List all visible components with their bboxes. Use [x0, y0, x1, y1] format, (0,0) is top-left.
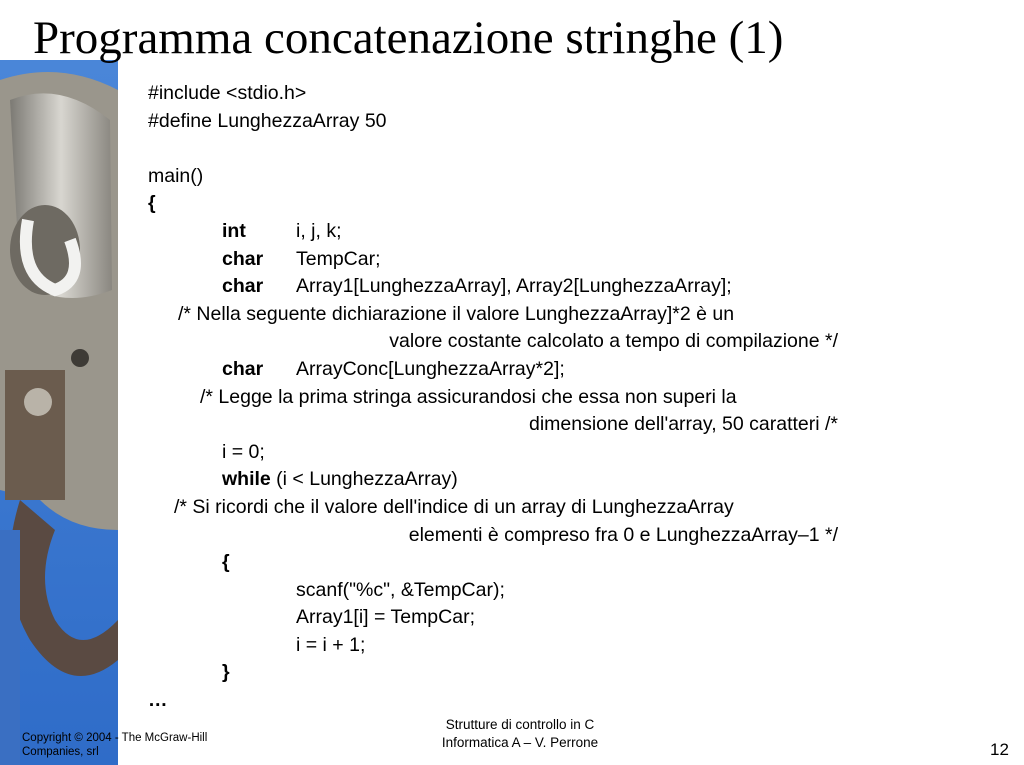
code-text: (i < LunghezzaArray) [270, 468, 458, 491]
open-brace: { [222, 551, 230, 574]
code-line: i = 0; [222, 440, 265, 463]
code-line [148, 218, 838, 246]
page-number: 12 [990, 740, 1009, 759]
code-blank-line [148, 135, 838, 163]
keyword: char [222, 275, 264, 298]
code-comment: /* Si ricordi che il valore dell'indice di un array di LunghezzaArray [174, 495, 734, 518]
code-line [148, 273, 838, 301]
code-line [148, 549, 838, 577]
code-line: i = i + 1; [296, 633, 366, 656]
code-line: main() [148, 164, 204, 187]
code-text: ArrayConc[LunghezzaArray*2]; [296, 357, 565, 380]
code-comment: elementi è compreso fra 0 e LunghezzaArray–1 */ [408, 523, 838, 546]
crane-hook-illustration [0, 60, 118, 765]
close-brace: } [222, 661, 230, 684]
code-comment: dimensione dell'array, 50 caratteri /* [528, 413, 838, 436]
ellipsis: … [148, 689, 168, 712]
code-line [148, 466, 838, 494]
code-line [148, 659, 838, 687]
code-text: TempCar; [296, 247, 381, 270]
keyword: int [222, 219, 246, 242]
keyword: char [222, 247, 264, 270]
slide-title: Programma concatenazione stringhe (1) [33, 12, 784, 64]
code-line: scanf("%c", &TempCar); [296, 578, 505, 601]
copyright-notice: Copyright © 2004 - The McGraw-Hill Companies, srl [22, 732, 208, 758]
course-author: Informatica A – V. Perrone [441, 735, 599, 750]
code-line [148, 190, 838, 218]
code-line [148, 687, 838, 715]
code-comment: valore costante calcolato a tempo di compilazione */ [389, 330, 838, 353]
course-info [405, 716, 635, 752]
code-line [148, 246, 838, 274]
code-line [148, 356, 838, 384]
course-topic: Strutture di controllo in C [445, 717, 595, 732]
code-line: #define LunghezzaArray 50 [148, 109, 387, 132]
code-comment: /* Nella seguente dichiarazione il valore LunghezzaArray]*2 è un [178, 302, 735, 325]
code-text: i, j, k; [296, 219, 342, 242]
code-text: Array1[LunghezzaArray], Array2[LunghezzaArray]; [296, 275, 732, 298]
code-listing [148, 80, 838, 715]
open-brace: { [148, 192, 156, 215]
code-comment: /* Legge la prima stringa assicurandosi che essa non superi la [200, 385, 737, 408]
code-line: Array1[i] = TempCar; [296, 606, 475, 629]
code-line: #include <stdio.h> [148, 82, 307, 104]
keyword: while [222, 468, 271, 491]
keyword: char [222, 357, 264, 380]
